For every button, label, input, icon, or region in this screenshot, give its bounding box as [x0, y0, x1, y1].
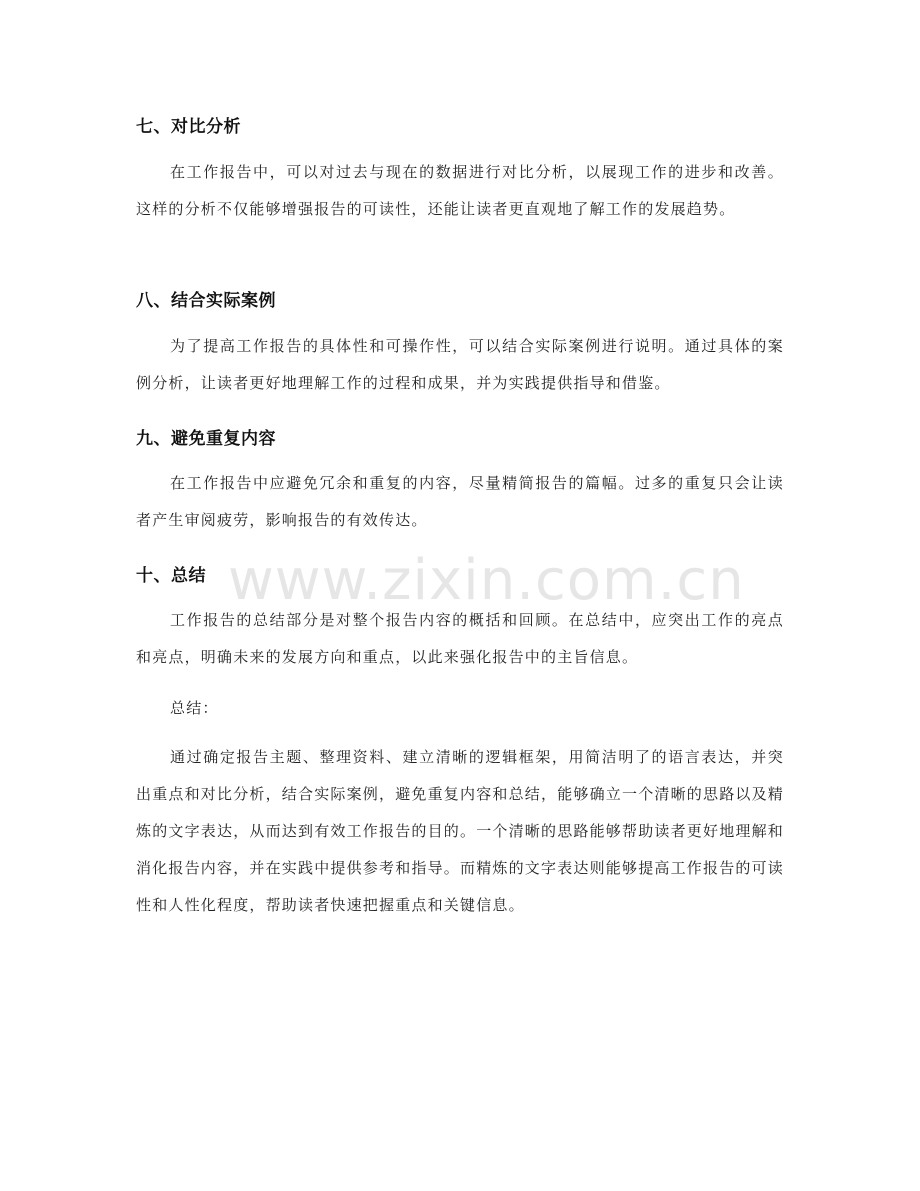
watermark: www.zixin.com.cn [228, 548, 745, 613]
section-paragraph-summary: 工作报告的总结部分是对整个报告内容的概括和回顾。在总结中，应突出工作的亮点和亮点，明确未来的发展方向和重点，以此来强化报告中的主旨信息。 [136, 611, 784, 666]
section-heading-summary: 十、总结 [136, 566, 206, 586]
section-paragraph-comparison: 在工作报告中，可以对过去与现在的数据进行对比分析，以展现工作的进步和改善。这样的分析不仅能够增强报告的可读性，还能让读者更直观地了解工作的发展趋势。 [136, 163, 784, 218]
section-heading-avoid-repetition: 九、避免重复内容 [136, 429, 276, 449]
summary-paragraph: 通过确定报告主题、整理资料、建立清晰的逻辑框架，用简洁明了的语言表达，并突出重点和对比分析，结合实际案例，避免重复内容和总结，能够确立一个清晰的思路以及精炼的文字表达，从而达到有效工作报告的目的。一个清晰的思路能够帮助读者更好地理解和消化报告内容，并在实践中提供参考和指导。而精炼的文字表达则能够提高工作报告的可读性和人性化程度，帮助读者快速把握重点和关键信息。 [136, 748, 785, 914]
section-heading-case-study: 八、结合实际案例 [136, 291, 276, 311]
summary-label: 总结： [170, 699, 219, 717]
section-paragraph-case-study: 为了提高工作报告的具体性和可操作性，可以结合实际案例进行说明。通过具体的案例分析，让读者更好地理解工作的过程和成果，并为实践提供指导和借鉴。 [136, 337, 784, 392]
section-heading-comparison: 七、对比分析 [136, 117, 241, 137]
section-paragraph-avoid-repetition: 在工作报告中应避免冗余和重复的内容，尽量精简报告的篇幅。过多的重复只会让读者产生审阅疲劳，影响报告的有效传达。 [136, 474, 784, 529]
